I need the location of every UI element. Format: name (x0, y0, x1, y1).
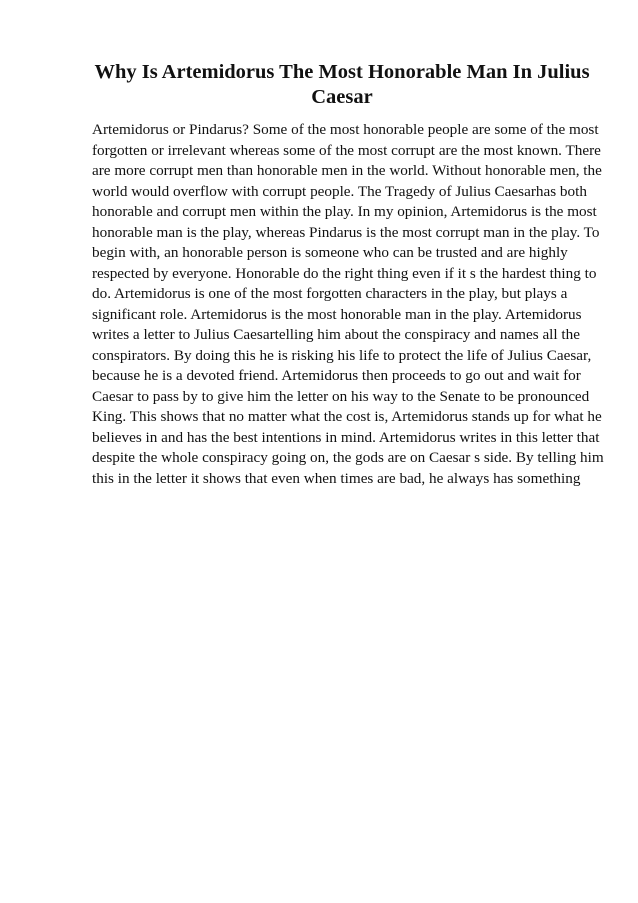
body-line: King. This shows that no matter what the cost is, Artemidorus stands up for what he (92, 408, 602, 425)
body-line: despite the whole conspiracy going on, the gods are on Caesar s side. By telling him (92, 449, 604, 466)
body-line: are more corrupt men than honorable men in the world. Without honorable men, the (92, 162, 602, 179)
body-line: world would overflow with corrupt people. The Tragedy of Julius Caesarhas both (92, 182, 587, 200)
body-line: do. Artemidorus is one of the most forgotten characters in the play, but plays a (92, 285, 568, 302)
body-line: forgotten or irrelevant whereas some of the most corrupt are the most known. There (92, 141, 601, 159)
body-line: Artemidorus or Pindarus? Some of the most honorable people are some of the most (92, 121, 599, 138)
body-line: honorable and corrupt men within the play. In my opinion, Artemidorus is the most (92, 203, 597, 220)
body-line: Caesar to pass by to give him the letter on his way to the Senate to be pronounced (92, 387, 590, 405)
body-line: begin with, an honorable person is someone who can be trusted and are highly (92, 244, 568, 261)
document-title: Why Is Artemidorus The Most Honorable Man In Julius Caesar (94, 61, 590, 108)
document-body (92, 120, 604, 489)
body-line: because he is a devoted friend. Artemidorus then proceeds to go out and wait for (92, 367, 581, 384)
body-line: this in the letter it shows that even when times are bad, he always has something (92, 469, 581, 487)
body-line: significant role. Artemidorus is the most honorable man in the play. Artemidorus (92, 305, 582, 323)
body-line: respected by everyone. Honorable do the right thing even if it s the hardest thing to (92, 264, 597, 282)
body-line: writes a letter to Julius Caesartelling him about the conspiracy and names all the (92, 326, 580, 343)
body-line: honorable man is the play, whereas Pindarus is the most corrupt man in the play. To (92, 223, 600, 241)
body-line: conspirators. By doing this he is risking his life to protect the life of Julius Caesar, (92, 346, 592, 364)
body-line: believes in and has the best intentions in mind. Artemidorus writes in this letter that (92, 428, 600, 446)
